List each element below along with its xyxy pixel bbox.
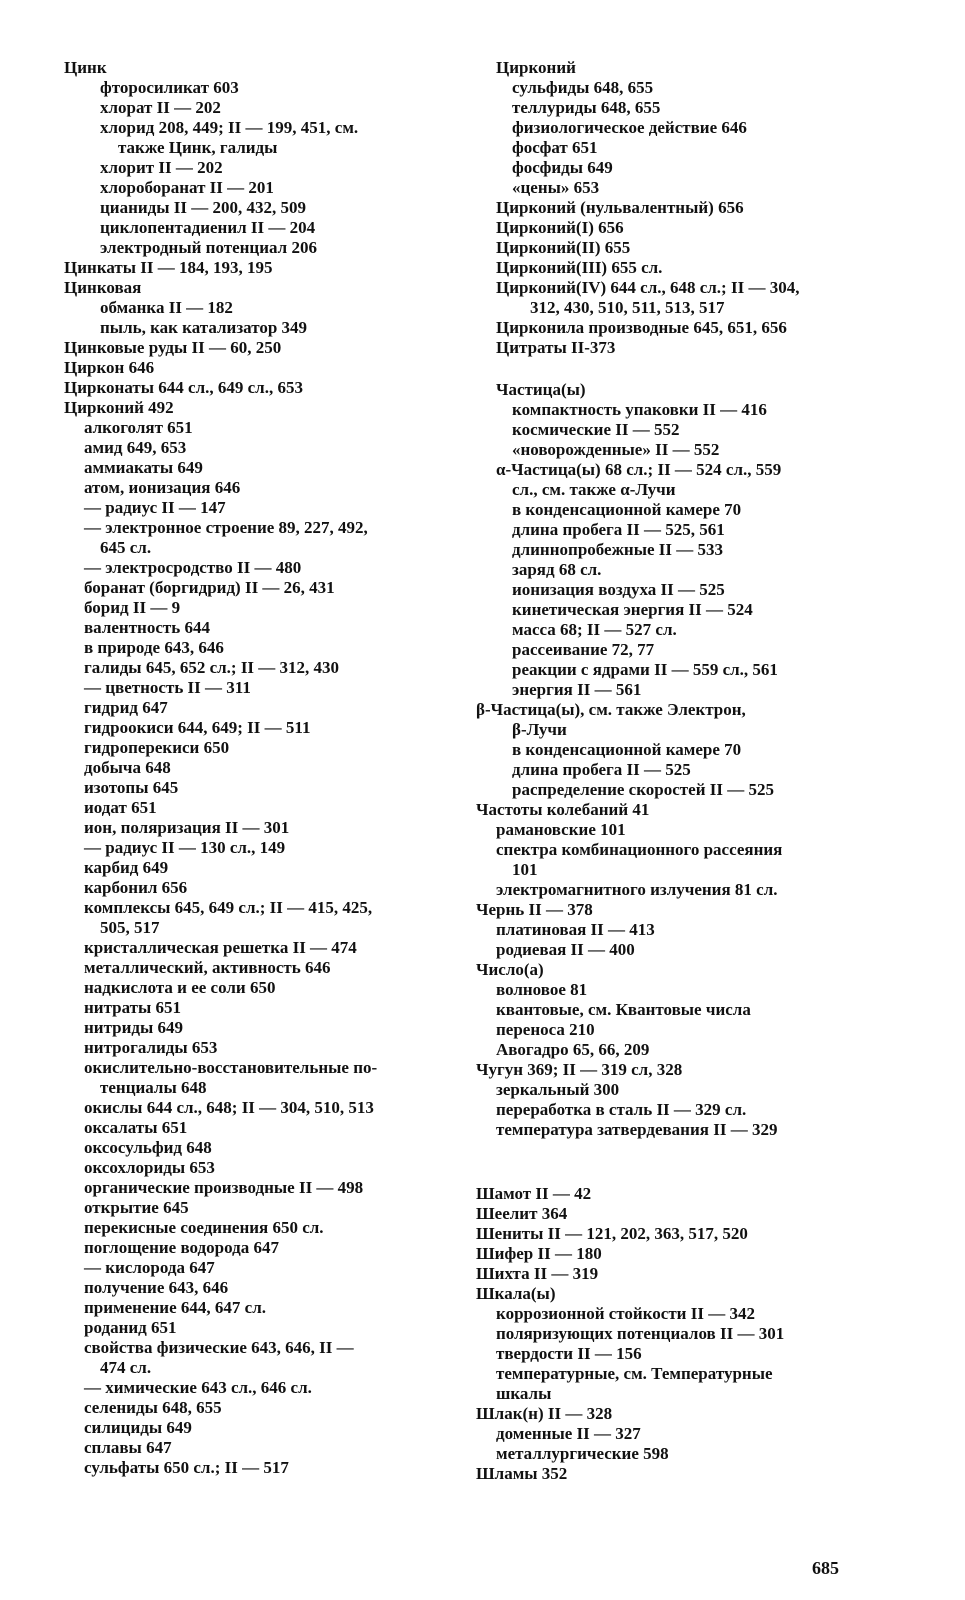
index-subentry: нитраты 651 <box>84 998 182 1017</box>
index-subentry: температурные, см. Температурные <box>496 1364 773 1383</box>
index-entry: Цирконаты 644 сл., 649 сл., 653 <box>64 378 303 397</box>
index-entry: Чернь II — 378 <box>476 900 593 919</box>
index-subentry: поглощение водорода 647 <box>84 1238 279 1257</box>
index-entry: β-Частица(ы), см. также Электрон, <box>476 700 746 719</box>
index-subentry: родиевая II — 400 <box>496 940 635 959</box>
index-subentry: переработка в сталь II — 329 сл. <box>496 1100 747 1119</box>
index-subentry: хлороборанат II — 201 <box>100 178 274 197</box>
index-subentry: переноса 210 <box>496 1020 595 1039</box>
index-subentry: в природе 643, 646 <box>84 638 224 657</box>
index-entry: Шламы 352 <box>476 1464 568 1483</box>
index-subentry: надкислота и ее соли 650 <box>84 978 276 997</box>
index-subentry: иодат 651 <box>84 798 157 817</box>
index-subentry: Цирконий(II) 655 <box>496 238 631 257</box>
index-subentry: роданид 651 <box>84 1318 177 1337</box>
index-entry: Шениты II — 121, 202, 363, 517, 520 <box>476 1224 748 1243</box>
index-subentry: в конденсационной камере 70 <box>512 500 742 519</box>
index-subentry: хлорат II — 202 <box>100 98 221 117</box>
index-subentry: комплексы 645, 649 сл.; II — 415, 425, <box>84 898 373 917</box>
index-subentry: Цирконий <box>496 58 576 77</box>
index-subentry: циклопентадиенил II — 204 <box>100 218 316 237</box>
index-subentry: компактность упаковки II — 416 <box>512 400 767 419</box>
index-subentry: карбонил 656 <box>84 878 188 897</box>
index-subentry: металлический, активность 646 <box>84 958 331 977</box>
index-subentry: квантовые, см. Квантовые числа <box>496 1000 751 1019</box>
index-subentry: аммиакаты 649 <box>84 458 203 477</box>
index-subentry: в конденсационной камере 70 <box>512 740 742 759</box>
index-subentry: α-Частица(ы) 68 сл.; II — 524 сл., 559 <box>496 460 782 479</box>
index-gap <box>476 1162 906 1184</box>
index-subentry: нитрогалиды 653 <box>84 1038 218 1057</box>
index-subentry: селениды 648, 655 <box>84 1398 222 1417</box>
index-entry: Цинкаты II — 184, 193, 195 <box>64 258 273 277</box>
index-subentry: 312, 430, 510, 511, 513, 517 <box>530 298 725 317</box>
index-subentry: оксохлориды 653 <box>84 1158 215 1177</box>
index-subentry: органические производные II — 498 <box>84 1178 364 1197</box>
index-subentry: поляризующих потенциалов II — 301 <box>496 1324 785 1343</box>
index-subentry: гидроперекиси 650 <box>84 738 230 757</box>
index-entry: Цирконий 492 <box>64 398 174 417</box>
index-entry: Цинковая <box>64 278 142 297</box>
index-subentry: — цветность II — 311 <box>84 678 251 697</box>
index-subentry: спектра комбинационного рассеяния <box>496 840 783 859</box>
index-subentry: окислительно-восстановительные по- <box>84 1058 378 1077</box>
index-subentry: фторосиликат 603 <box>100 78 239 97</box>
index-entry: Шамот II — 42 <box>476 1184 592 1203</box>
index-entry: Шеелит 364 <box>476 1204 568 1223</box>
index-subentry: заряд 68 сл. <box>512 560 602 579</box>
index-subentry: сплавы 647 <box>84 1438 172 1457</box>
index-entry: Цинк <box>64 58 107 77</box>
index-subentry: сульфаты 650 сл.; II — 517 <box>84 1458 289 1477</box>
index-subentry: сульфиды 648, 655 <box>512 78 654 97</box>
index-subentry: Цирконила производные 645, 651, 656 <box>496 318 787 337</box>
page-number: 685 <box>812 1558 839 1578</box>
index-subentry: Цирконий(I) 656 <box>496 218 624 237</box>
index-subentry: валентность 644 <box>84 618 210 637</box>
index-subentry: изотопы 645 <box>84 778 179 797</box>
index-subentry: космические II — 552 <box>512 420 680 439</box>
index-subentry: платиновая II — 413 <box>496 920 655 939</box>
index-subentry: 645 сл. <box>100 538 152 557</box>
index-subentry: рассеивание 72, 77 <box>512 640 655 659</box>
index-subentry: «новорожденные» II — 552 <box>512 440 720 459</box>
index-subentry: — электронное строение 89, 227, 492, <box>84 518 368 537</box>
index-subentry: масса 68; II — 527 сл. <box>512 620 677 639</box>
index-subentry: доменные II — 327 <box>496 1424 641 1443</box>
index-subentry: силициды 649 <box>84 1418 192 1437</box>
index-subentry: длина пробега II — 525, 561 <box>512 520 725 539</box>
index-subentry: 505, 517 <box>100 918 160 937</box>
index-subentry: ион, поляризация II — 301 <box>84 818 290 837</box>
index-subentry: длиннопробежные II — 533 <box>512 540 724 559</box>
index-subentry: шкалы <box>496 1384 552 1403</box>
index-subentry: обманка II — 182 <box>100 298 233 317</box>
index-subentry: получение 643, 646 <box>84 1278 229 1297</box>
index-subentry: открытие 645 <box>84 1198 189 1217</box>
index-subentry: Цирконий(IV) 644 сл., 648 сл.; II — 304, <box>496 278 800 297</box>
index-subentry: — кислорода 647 <box>84 1258 215 1277</box>
index-subentry: коррозионной стойкости II — 342 <box>496 1304 755 1323</box>
index-subentry: рамановские 101 <box>496 820 626 839</box>
index-entry: Шихта II — 319 <box>476 1264 599 1283</box>
index-subentry: — радиус II — 130 сл., 149 <box>84 838 286 857</box>
index-entry: Шкала(ы) <box>476 1284 556 1303</box>
index-entry: Цинковые руды II — 60, 250 <box>64 338 282 357</box>
index-subentry: оксалаты 651 <box>84 1118 188 1137</box>
index-subentry: распределение скоростей II — 525 <box>512 780 774 799</box>
index-subentry: окислы 644 сл., 648; II — 304, 510, 513 <box>84 1098 374 1117</box>
index-gap <box>476 1140 906 1162</box>
index-subentry: цианиды II — 200, 432, 509 <box>100 198 307 217</box>
index-subentry: ионизация воздуха II — 525 <box>512 580 725 599</box>
index-subentry: Цитраты II-373 <box>496 338 616 357</box>
index-subentry: борид II — 9 <box>84 598 181 617</box>
index-subentry: электродный потенциал 206 <box>100 238 317 257</box>
index-subentry: Цирконий(III) 655 сл. <box>496 258 663 277</box>
index-entry: Шлак(н) II — 328 <box>476 1404 613 1423</box>
index-subentry: β-Лучи <box>512 720 567 739</box>
index-subentry: карбид 649 <box>84 858 169 877</box>
index-subentry: энергия II — 561 <box>512 680 642 699</box>
index-subentry: кристаллическая решетка II — 474 <box>84 938 357 957</box>
index-subentry: галиды 645, 652 сл.; II — 312, 430 <box>84 658 340 677</box>
index-subentry: пыль, как катализатор 349 <box>100 318 308 337</box>
index-subentry: сл., см. также α-Лучи <box>512 480 676 499</box>
index-subentry: также Цинк, галиды <box>118 138 278 157</box>
index-subentry: оксосульфид 648 <box>84 1138 212 1157</box>
index-subentry: «цены» 653 <box>512 178 600 197</box>
index-subentry: 101 <box>512 860 538 879</box>
index-subentry: 474 сл. <box>100 1358 152 1377</box>
index-entry: Чугун 369; II — 319 сл, 328 <box>476 1060 683 1079</box>
index-subentry: хлорит II — 202 <box>100 158 223 177</box>
index-subentry: длина пробега II — 525 <box>512 760 691 779</box>
index-entry: Число(а) <box>476 960 544 979</box>
index-subentry: тенциалы 648 <box>100 1078 207 1097</box>
index-subentry: физиологическое действие 646 <box>512 118 747 137</box>
index-subentry: кинетическая энергия II — 524 <box>512 600 753 619</box>
index-subentry: свойства физические 643, 646, II — <box>84 1338 354 1357</box>
index-entry: Циркон 646 <box>64 358 155 377</box>
index-subentry: Цирконий (нульвалентный) 656 <box>496 198 744 217</box>
index-subentry: фосфиды 649 <box>512 158 613 177</box>
index-subentry: перекисные соединения 650 сл. <box>84 1218 324 1237</box>
index-subentry: реакции с ядрами II — 559 сл., 561 <box>512 660 778 679</box>
index-subentry: амид 649, 653 <box>84 438 187 457</box>
index-subentry: атом, ионизация 646 <box>84 478 241 497</box>
index-subentry: металлургические 598 <box>496 1444 669 1463</box>
index-subentry: теллуриды 648, 655 <box>512 98 661 117</box>
index-subentry: — электросродство II — 480 <box>84 558 302 577</box>
index-entry: Шифер II — 180 <box>476 1244 602 1263</box>
index-entry: Частоты колебаний 41 <box>476 800 650 819</box>
index-subentry: — химические 643 сл., 646 сл. <box>84 1378 312 1397</box>
index-subentry: гидрид 647 <box>84 698 168 717</box>
index-column-left <box>64 58 464 1478</box>
index-gap <box>476 358 906 380</box>
index-subentry: боранат (боргидрид) II — 26, 431 <box>84 578 335 597</box>
index-column-right <box>476 58 906 1484</box>
index-subentry: волновое 81 <box>496 980 588 999</box>
index-subentry: электромагнитного излучения 81 сл. <box>496 880 778 899</box>
index-subentry: зеркальный 300 <box>496 1080 620 1099</box>
index-subentry: нитриды 649 <box>84 1018 184 1037</box>
index-subentry: добыча 648 <box>84 758 171 777</box>
index-subentry: температура затвердевания II — 329 <box>496 1120 778 1139</box>
index-subentry: алкоголят 651 <box>84 418 193 437</box>
index-subentry: — радиус II — 147 <box>84 498 226 517</box>
index-subentry: Частица(ы) <box>496 380 586 399</box>
index-subentry: твердости II — 156 <box>496 1344 642 1363</box>
index-subentry: гидроокиси 644, 649; II — 511 <box>84 718 311 737</box>
index-subentry: хлорид 208, 449; II — 199, 451, см. <box>100 118 359 137</box>
index-subentry: применение 644, 647 сл. <box>84 1298 266 1317</box>
index-subentry: Авогадро 65, 66, 209 <box>496 1040 650 1059</box>
index-subentry: фосфат 651 <box>512 138 598 157</box>
